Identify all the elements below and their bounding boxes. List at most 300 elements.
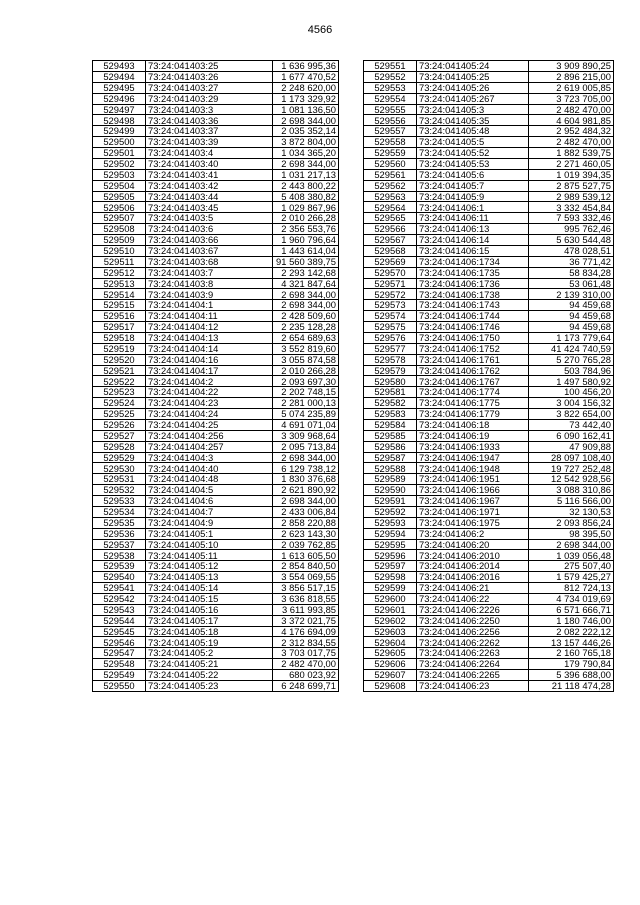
table-row bbox=[93, 82, 339, 93]
cadastral-number-cell: 73:24:041403:41 bbox=[146, 169, 273, 180]
row-id-cell: 529519 bbox=[93, 343, 146, 354]
table-row bbox=[364, 343, 614, 354]
cadastral-number-cell: 73:24:041404:12 bbox=[146, 322, 273, 333]
value-cell: 28 097 108,40 bbox=[529, 452, 614, 463]
table-row bbox=[364, 93, 614, 104]
table-row bbox=[364, 245, 614, 256]
row-id-cell: 529503 bbox=[93, 169, 146, 180]
table-row bbox=[93, 343, 339, 354]
row-id-cell: 529506 bbox=[93, 202, 146, 213]
cadastral-number-cell: 73:24:041404:22 bbox=[146, 387, 273, 398]
value-cell: 4 691 071,04 bbox=[273, 419, 339, 430]
registry-table-left bbox=[92, 60, 339, 692]
table-row bbox=[364, 474, 614, 485]
table-row bbox=[93, 680, 339, 691]
row-id-cell: 529571 bbox=[364, 278, 417, 289]
row-id-cell: 529552 bbox=[364, 71, 417, 82]
table-row bbox=[364, 419, 614, 430]
table-row bbox=[93, 104, 339, 115]
value-cell: 2 623 143,30 bbox=[273, 528, 339, 539]
row-id-cell: 529493 bbox=[93, 61, 146, 72]
value-cell: 2 875 527,75 bbox=[529, 180, 614, 191]
cadastral-number-cell: 73:24:041405:35 bbox=[417, 115, 529, 126]
table-row bbox=[93, 604, 339, 615]
value-cell: 1 636 995,36 bbox=[273, 61, 339, 72]
value-cell: 1 019 394,35 bbox=[529, 169, 614, 180]
value-cell: 2 854 840,50 bbox=[273, 561, 339, 572]
row-id-cell: 529600 bbox=[364, 593, 417, 604]
value-cell: 2 010 266,28 bbox=[273, 365, 339, 376]
row-id-cell: 529501 bbox=[93, 148, 146, 159]
table-row bbox=[364, 322, 614, 333]
table-row bbox=[93, 311, 339, 322]
cadastral-number-cell: 73:24:041405:13 bbox=[146, 572, 273, 583]
row-id-cell: 529572 bbox=[364, 289, 417, 300]
value-cell: 2 293 142,68 bbox=[273, 267, 339, 278]
row-id-cell: 529541 bbox=[93, 583, 146, 594]
value-cell: 6 571 666,71 bbox=[529, 604, 614, 615]
row-id-cell: 529509 bbox=[93, 235, 146, 246]
value-cell: 19 727 252,48 bbox=[529, 463, 614, 474]
row-id-cell: 529528 bbox=[93, 441, 146, 452]
row-id-cell: 529557 bbox=[364, 126, 417, 137]
row-id-cell: 529525 bbox=[93, 409, 146, 420]
table-row bbox=[364, 213, 614, 224]
cadastral-number-cell: 73:24:041404:24 bbox=[146, 409, 273, 420]
table-row bbox=[93, 387, 339, 398]
value-cell: 2 095 713,84 bbox=[273, 441, 339, 452]
table-row bbox=[364, 659, 614, 670]
table-row bbox=[93, 626, 339, 637]
cadastral-number-cell: 73:24:041406:1767 bbox=[417, 376, 529, 387]
cadastral-number-cell: 73:24:041404:3 bbox=[146, 452, 273, 463]
cadastral-number-cell: 73:24:041406:2263 bbox=[417, 648, 529, 659]
cadastral-number-cell: 73:24:041403:3 bbox=[146, 104, 273, 115]
cadastral-number-cell: 73:24:041404:40 bbox=[146, 463, 273, 474]
cadastral-number-cell: 73:24:041405:11 bbox=[146, 550, 273, 561]
table-row bbox=[93, 180, 339, 191]
value-cell: 6 248 699,71 bbox=[273, 680, 339, 691]
cadastral-number-cell: 73:24:041406:1736 bbox=[417, 278, 529, 289]
table-row bbox=[364, 648, 614, 659]
table-row bbox=[93, 376, 339, 387]
table-row bbox=[93, 245, 339, 256]
cadastral-number-cell: 73:24:041406:2014 bbox=[417, 561, 529, 572]
value-cell: 3 088 310,86 bbox=[529, 485, 614, 496]
row-id-cell: 529534 bbox=[93, 506, 146, 517]
table-row bbox=[93, 235, 339, 246]
row-id-cell: 529549 bbox=[93, 670, 146, 681]
cadastral-number-cell: 73:24:041404:48 bbox=[146, 474, 273, 485]
row-id-cell: 529603 bbox=[364, 626, 417, 637]
row-id-cell: 529601 bbox=[364, 604, 417, 615]
table-row bbox=[93, 670, 339, 681]
cadastral-number-cell: 73:24:041405:53 bbox=[417, 158, 529, 169]
table-row bbox=[364, 191, 614, 202]
cadastral-number-cell: 73:24:041404:257 bbox=[146, 441, 273, 452]
cadastral-number-cell: 73:24:041405:16 bbox=[146, 604, 273, 615]
value-cell: 478 028,51 bbox=[529, 245, 614, 256]
row-id-cell: 529494 bbox=[93, 71, 146, 82]
cadastral-number-cell: 73:24:041404:6 bbox=[146, 496, 273, 507]
row-id-cell: 529589 bbox=[364, 474, 417, 485]
row-id-cell: 529559 bbox=[364, 148, 417, 159]
value-cell: 2 482 470,00 bbox=[273, 659, 339, 670]
row-id-cell: 529570 bbox=[364, 267, 417, 278]
table-row bbox=[93, 332, 339, 343]
value-cell: 1 039 056,48 bbox=[529, 550, 614, 561]
value-cell: 2 482 470,00 bbox=[529, 137, 614, 148]
value-cell: 2 698 344,00 bbox=[273, 452, 339, 463]
value-cell: 3 554 069,55 bbox=[273, 572, 339, 583]
table-row bbox=[364, 528, 614, 539]
table-row bbox=[364, 517, 614, 528]
value-cell: 2 035 352,14 bbox=[273, 126, 339, 137]
cadastral-number-cell: 73:24:041406:1762 bbox=[417, 365, 529, 376]
row-id-cell: 529585 bbox=[364, 430, 417, 441]
value-cell: 3 822 654,00 bbox=[529, 409, 614, 420]
value-cell: 2 858 220,88 bbox=[273, 517, 339, 528]
row-id-cell: 529561 bbox=[364, 169, 417, 180]
table-row bbox=[364, 224, 614, 235]
value-cell: 2 248 620,00 bbox=[273, 82, 339, 93]
cadastral-number-cell: 73:24:041405:18 bbox=[146, 626, 273, 637]
row-id-cell: 529526 bbox=[93, 419, 146, 430]
cadastral-number-cell: 73:24:041406:1967 bbox=[417, 496, 529, 507]
table-row bbox=[364, 430, 614, 441]
value-cell: 2 082 222,12 bbox=[529, 626, 614, 637]
table-row bbox=[364, 637, 614, 648]
table-row bbox=[364, 180, 614, 191]
cadastral-number-cell: 73:24:041404:23 bbox=[146, 398, 273, 409]
cadastral-number-cell: 73:24:041406:1775 bbox=[417, 398, 529, 409]
value-cell: 100 456,20 bbox=[529, 387, 614, 398]
value-cell: 503 784,96 bbox=[529, 365, 614, 376]
row-id-cell: 529533 bbox=[93, 496, 146, 507]
cadastral-number-cell: 73:24:041403:40 bbox=[146, 158, 273, 169]
row-id-cell: 529582 bbox=[364, 398, 417, 409]
table-row bbox=[93, 256, 339, 267]
cadastral-number-cell: 73:24:041404:1 bbox=[146, 300, 273, 311]
row-id-cell: 529607 bbox=[364, 670, 417, 681]
value-cell: 1 960 796,64 bbox=[273, 235, 339, 246]
row-id-cell: 529586 bbox=[364, 441, 417, 452]
value-cell: 94 459,68 bbox=[529, 322, 614, 333]
cadastral-number-cell: 73:24:041403:36 bbox=[146, 115, 273, 126]
row-id-cell: 529584 bbox=[364, 419, 417, 430]
table-row bbox=[93, 115, 339, 126]
cadastral-number-cell: 73:24:041406:1746 bbox=[417, 322, 529, 333]
cadastral-number-cell: 73:24:041403:6 bbox=[146, 224, 273, 235]
table-row bbox=[364, 496, 614, 507]
value-cell: 2 989 539,12 bbox=[529, 191, 614, 202]
value-cell: 3 552 819,60 bbox=[273, 343, 339, 354]
table-row bbox=[93, 659, 339, 670]
table-row bbox=[364, 506, 614, 517]
table-row bbox=[93, 61, 339, 72]
table-row bbox=[93, 517, 339, 528]
value-cell: 1 180 746,00 bbox=[529, 615, 614, 626]
cadastral-number-cell: 73:24:041405:52 bbox=[417, 148, 529, 159]
row-id-cell: 529558 bbox=[364, 137, 417, 148]
table-row bbox=[364, 104, 614, 115]
row-id-cell: 529537 bbox=[93, 539, 146, 550]
value-cell: 2 312 834,55 bbox=[273, 637, 339, 648]
cadastral-number-cell: 73:24:041405:5 bbox=[417, 137, 529, 148]
value-cell: 2 698 344,00 bbox=[273, 158, 339, 169]
table-row bbox=[93, 126, 339, 137]
row-id-cell: 529515 bbox=[93, 300, 146, 311]
cadastral-number-cell: 73:24:041406:20 bbox=[417, 539, 529, 550]
row-id-cell: 529583 bbox=[364, 409, 417, 420]
cadastral-number-cell: 73:24:041405:21 bbox=[146, 659, 273, 670]
table-row bbox=[93, 419, 339, 430]
value-cell: 73 442,40 bbox=[529, 419, 614, 430]
row-id-cell: 529608 bbox=[364, 680, 417, 691]
table-row bbox=[93, 506, 339, 517]
table-row bbox=[364, 332, 614, 343]
cadastral-number-cell: 73:24:041403:39 bbox=[146, 137, 273, 148]
value-cell: 2 235 128,28 bbox=[273, 322, 339, 333]
value-cell: 2 621 890,92 bbox=[273, 485, 339, 496]
table-row bbox=[364, 235, 614, 246]
table-row bbox=[93, 561, 339, 572]
row-id-cell: 529567 bbox=[364, 235, 417, 246]
row-id-cell: 529565 bbox=[364, 213, 417, 224]
row-id-cell: 529580 bbox=[364, 376, 417, 387]
row-id-cell: 529505 bbox=[93, 191, 146, 202]
table-row bbox=[93, 615, 339, 626]
value-cell: 3 372 021,75 bbox=[273, 615, 339, 626]
table-row bbox=[364, 593, 614, 604]
cadastral-number-cell: 73:24:041405:24 bbox=[417, 61, 529, 72]
value-cell: 2 093 856,24 bbox=[529, 517, 614, 528]
value-cell: 3 636 818,55 bbox=[273, 593, 339, 604]
table-row bbox=[364, 398, 614, 409]
value-cell: 179 790,84 bbox=[529, 659, 614, 670]
cadastral-number-cell: 73:24:041405:9 bbox=[417, 191, 529, 202]
value-cell: 2 093 697,30 bbox=[273, 376, 339, 387]
row-id-cell: 529579 bbox=[364, 365, 417, 376]
cadastral-number-cell: 73:24:041404:5 bbox=[146, 485, 273, 496]
row-id-cell: 529551 bbox=[364, 61, 417, 72]
cadastral-number-cell: 73:24:041406:2226 bbox=[417, 604, 529, 615]
row-id-cell: 529575 bbox=[364, 322, 417, 333]
row-id-cell: 529597 bbox=[364, 561, 417, 572]
value-cell: 2 039 762,85 bbox=[273, 539, 339, 550]
table-row bbox=[364, 441, 614, 452]
row-id-cell: 529544 bbox=[93, 615, 146, 626]
value-cell: 2 698 344,00 bbox=[273, 496, 339, 507]
row-id-cell: 529497 bbox=[93, 104, 146, 115]
cadastral-number-cell: 73:24:041403:37 bbox=[146, 126, 273, 137]
cadastral-number-cell: 73:24:041406:2250 bbox=[417, 615, 529, 626]
table-row bbox=[364, 485, 614, 496]
cadastral-number-cell: 73:24:041403:27 bbox=[146, 82, 273, 93]
row-id-cell: 529593 bbox=[364, 517, 417, 528]
row-id-cell: 529495 bbox=[93, 82, 146, 93]
cadastral-number-cell: 73:24:041405:15 bbox=[146, 593, 273, 604]
cadastral-number-cell: 73:24:041406:22 bbox=[417, 593, 529, 604]
row-id-cell: 529499 bbox=[93, 126, 146, 137]
row-id-cell: 529539 bbox=[93, 561, 146, 572]
row-id-cell: 529598 bbox=[364, 572, 417, 583]
row-id-cell: 529542 bbox=[93, 593, 146, 604]
row-id-cell: 529547 bbox=[93, 648, 146, 659]
table-row bbox=[93, 278, 339, 289]
table-row bbox=[364, 463, 614, 474]
value-cell: 5 116 566,00 bbox=[529, 496, 614, 507]
row-id-cell: 529604 bbox=[364, 637, 417, 648]
cadastral-number-cell: 73:24:041406:1948 bbox=[417, 463, 529, 474]
cadastral-number-cell: 73:24:041405:6 bbox=[417, 169, 529, 180]
value-cell: 1 579 425,27 bbox=[529, 572, 614, 583]
value-cell: 995 762,46 bbox=[529, 224, 614, 235]
value-cell: 2 698 344,00 bbox=[273, 300, 339, 311]
cadastral-number-cell: 73:24:041406:21 bbox=[417, 583, 529, 594]
row-id-cell: 529578 bbox=[364, 354, 417, 365]
value-cell: 4 734 019,69 bbox=[529, 593, 614, 604]
value-cell: 5 408 380,82 bbox=[273, 191, 339, 202]
table-row bbox=[364, 256, 614, 267]
table-row bbox=[364, 387, 614, 398]
row-id-cell: 529562 bbox=[364, 180, 417, 191]
row-id-cell: 529553 bbox=[364, 82, 417, 93]
value-cell: 1 173 779,64 bbox=[529, 332, 614, 343]
value-cell: 6 090 162,41 bbox=[529, 430, 614, 441]
value-cell: 36 771,42 bbox=[529, 256, 614, 267]
table-row bbox=[93, 430, 339, 441]
cadastral-number-cell: 73:24:041403:68 bbox=[146, 256, 273, 267]
table-row bbox=[93, 550, 339, 561]
cadastral-number-cell: 73:24:041405:17 bbox=[146, 615, 273, 626]
cadastral-number-cell: 73:24:041406:1975 bbox=[417, 517, 529, 528]
value-cell: 5 074 235,89 bbox=[273, 409, 339, 420]
value-cell: 58 834,28 bbox=[529, 267, 614, 278]
value-cell: 7 593 332,46 bbox=[529, 213, 614, 224]
row-id-cell: 529502 bbox=[93, 158, 146, 169]
value-cell: 3 872 804,00 bbox=[273, 137, 339, 148]
cadastral-number-cell: 73:24:041405:3 bbox=[417, 104, 529, 115]
table-row bbox=[364, 615, 614, 626]
cadastral-number-cell: 73:24:041406:1761 bbox=[417, 354, 529, 365]
cadastral-number-cell: 73:24:041403:26 bbox=[146, 71, 273, 82]
row-id-cell: 529569 bbox=[364, 256, 417, 267]
table-row bbox=[93, 213, 339, 224]
table-row bbox=[93, 191, 339, 202]
table-row bbox=[93, 474, 339, 485]
registry-table-right bbox=[363, 60, 614, 692]
cadastral-number-cell: 73:24:041406:19 bbox=[417, 430, 529, 441]
table-row bbox=[364, 572, 614, 583]
cadastral-number-cell: 73:24:041403:7 bbox=[146, 267, 273, 278]
row-id-cell: 529587 bbox=[364, 452, 417, 463]
cadastral-number-cell: 73:24:041406:2264 bbox=[417, 659, 529, 670]
value-cell: 3 723 705,00 bbox=[529, 93, 614, 104]
value-cell: 1 173 329,92 bbox=[273, 93, 339, 104]
value-cell: 5 630 544,48 bbox=[529, 235, 614, 246]
row-id-cell: 529518 bbox=[93, 332, 146, 343]
value-cell: 4 604 981,85 bbox=[529, 115, 614, 126]
row-id-cell: 529588 bbox=[364, 463, 417, 474]
table-row bbox=[93, 322, 339, 333]
cadastral-number-cell: 73:24:041406:1744 bbox=[417, 311, 529, 322]
cadastral-number-cell: 73:24:041404:14 bbox=[146, 343, 273, 354]
table-row bbox=[364, 354, 614, 365]
table-row bbox=[364, 126, 614, 137]
row-id-cell: 529517 bbox=[93, 322, 146, 333]
cadastral-number-cell: 73:24:041403:44 bbox=[146, 191, 273, 202]
cadastral-number-cell: 73:24:041403:4 bbox=[146, 148, 273, 159]
row-id-cell: 529529 bbox=[93, 452, 146, 463]
row-id-cell: 529566 bbox=[364, 224, 417, 235]
table-row bbox=[93, 398, 339, 409]
value-cell: 1 443 614,04 bbox=[273, 245, 339, 256]
table-row bbox=[364, 289, 614, 300]
value-cell: 275 507,40 bbox=[529, 561, 614, 572]
value-cell: 2 202 748,15 bbox=[273, 387, 339, 398]
table-row bbox=[364, 278, 614, 289]
page-number: 4566 bbox=[307, 24, 333, 36]
table-row bbox=[364, 680, 614, 691]
value-cell: 1 882 539,75 bbox=[529, 148, 614, 159]
cadastral-number-cell: 73:24:041406:1947 bbox=[417, 452, 529, 463]
value-cell: 1 613 605,50 bbox=[273, 550, 339, 561]
cadastral-number-cell: 73:24:041404:256 bbox=[146, 430, 273, 441]
table-row bbox=[93, 528, 339, 539]
table-row bbox=[93, 409, 339, 420]
table-row bbox=[364, 539, 614, 550]
row-id-cell: 529512 bbox=[93, 267, 146, 278]
table-row bbox=[364, 409, 614, 420]
cadastral-number-cell: 73:24:041406:1966 bbox=[417, 485, 529, 496]
cadastral-number-cell: 73:24:041403:25 bbox=[146, 61, 273, 72]
row-id-cell: 529532 bbox=[93, 485, 146, 496]
value-cell: 680 023,92 bbox=[273, 670, 339, 681]
cadastral-number-cell: 73:24:041406:11 bbox=[417, 213, 529, 224]
row-id-cell: 529596 bbox=[364, 550, 417, 561]
cadastral-number-cell: 73:24:041406:1735 bbox=[417, 267, 529, 278]
value-cell: 1 029 867,96 bbox=[273, 202, 339, 213]
cadastral-number-cell: 73:24:041403:45 bbox=[146, 202, 273, 213]
table-row bbox=[93, 572, 339, 583]
table-row bbox=[93, 485, 339, 496]
cadastral-number-cell: 73:24:041405:10 bbox=[146, 539, 273, 550]
table-row bbox=[93, 289, 339, 300]
cadastral-number-cell: 73:24:041405:1 bbox=[146, 528, 273, 539]
row-id-cell: 529510 bbox=[93, 245, 146, 256]
cadastral-number-cell: 73:24:041406:1951 bbox=[417, 474, 529, 485]
row-id-cell: 529548 bbox=[93, 659, 146, 670]
row-id-cell: 529531 bbox=[93, 474, 146, 485]
row-id-cell: 529602 bbox=[364, 615, 417, 626]
table-row bbox=[93, 593, 339, 604]
cadastral-number-cell: 73:24:041406:1779 bbox=[417, 409, 529, 420]
table-row bbox=[93, 300, 339, 311]
cadastral-number-cell: 73:24:041404:2 bbox=[146, 376, 273, 387]
row-id-cell: 529599 bbox=[364, 583, 417, 594]
row-id-cell: 529516 bbox=[93, 311, 146, 322]
table-row bbox=[93, 354, 339, 365]
value-cell: 3 703 017,75 bbox=[273, 648, 339, 659]
cadastral-number-cell: 73:24:041404:16 bbox=[146, 354, 273, 365]
table-row bbox=[364, 604, 614, 615]
value-cell: 1 677 470,52 bbox=[273, 71, 339, 82]
table-row bbox=[364, 670, 614, 681]
row-id-cell: 529520 bbox=[93, 354, 146, 365]
table-row bbox=[364, 365, 614, 376]
table-row bbox=[93, 452, 339, 463]
